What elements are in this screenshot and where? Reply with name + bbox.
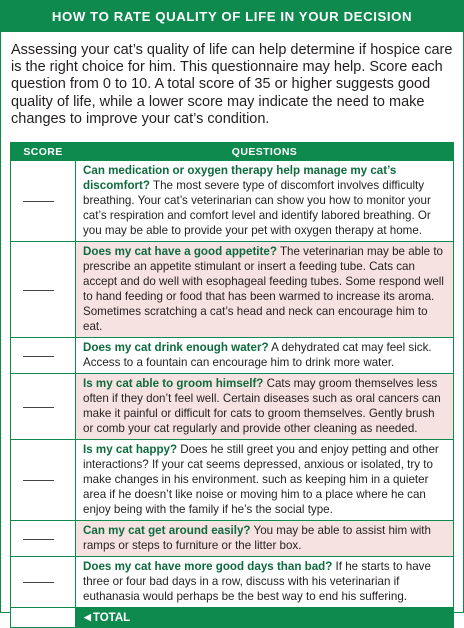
page-title: HOW TO RATE QUALITY OF LIFE IN YOUR DECISION <box>1 1 463 32</box>
score-field[interactable] <box>11 161 76 242</box>
score-blank-line <box>23 407 54 408</box>
arrow-left-icon: ◀ <box>84 611 91 622</box>
questionnaire-table <box>10 142 454 628</box>
question-title: Does my cat drink enough water? <box>83 341 269 354</box>
question-title: Does my cat have more good days than bad? <box>83 560 333 573</box>
total-label: TOTAL <box>92 611 131 624</box>
score-blank-line <box>23 356 54 357</box>
total-row <box>11 608 454 628</box>
question-detail: Cats may groom themselves less often if they don’t feel well. Certain diseases such as oral cancers can make it painful or difficult for cats to groom themselves. Gently brush or comb your cat regularly and provide other cleaning as needed. <box>83 377 441 435</box>
table-row <box>11 374 454 440</box>
score-field[interactable] <box>11 521 76 557</box>
question-cell <box>76 374 454 440</box>
score-field[interactable] <box>11 440 76 521</box>
question-detail: Does he still greet you and enjoy petting and other interactions? If your cat seems depressed, anxious or isolated, try to make changes in his environment. such as keeping him in a quieter area if he doesn’t like noise or moving him to a place where he can enjoy being with the family if he’s the social type. <box>83 443 439 516</box>
table-row <box>11 557 454 608</box>
table-row <box>11 161 454 242</box>
score-blank-line <box>23 480 54 481</box>
table-header-row <box>11 143 454 161</box>
question-detail: A dehydrated cat may feel sick. Access to a fountain can encourage him to drink more water. <box>83 341 432 369</box>
total-cell <box>76 608 454 628</box>
question-title: Can medication or oxygen therapy help manage my cat’s discomfort? <box>83 164 397 192</box>
score-field[interactable] <box>11 242 76 338</box>
score-blank-line <box>23 290 54 291</box>
score-field[interactable] <box>11 338 76 374</box>
question-title: Is my cat able to groom himself? <box>83 377 264 390</box>
score-field[interactable] <box>11 557 76 608</box>
score-blank-line <box>23 201 54 202</box>
question-title: Can my cat get around easily? <box>83 524 251 537</box>
question-detail: If he starts to have three or four bad days in a row, discuss with his veterinarian if euthanasia would perhaps be the best way to end his suffering. <box>83 560 431 603</box>
question-cell <box>76 242 454 338</box>
question-detail: You may be able to assist him with ramps or steps to furniture or the litter box. <box>83 524 431 552</box>
score-blank-line <box>23 539 54 540</box>
table-row <box>11 521 454 557</box>
question-cell <box>76 338 454 374</box>
score-header: SCORE <box>11 143 76 161</box>
question-detail: The veterinarian may be able to prescribe an appetite stimulant or insert a feeding tube. Cats can accept and do well with esophageal feeding tubes. Some respond well to hand feeding or food that has been warmed to increase its aroma. Sometimes scratching a cat’s head and neck can encourage him to eat. <box>83 245 444 333</box>
question-title: Is my cat happy? <box>83 443 178 456</box>
table-row <box>11 440 454 521</box>
intro-paragraph: Assessing your cat’s quality of life can help determine if hospice care is the right choice for him. This questionnaire may help. Score each question from 0 to 10. A total score of 35 or higher suggests good quality of life, while a lower score may indicate the need to make changes to improve your cat’s condition. <box>11 42 453 127</box>
total-score-field[interactable] <box>11 608 76 628</box>
questions-header: QUESTIONS <box>76 143 454 161</box>
table-row <box>11 338 454 374</box>
score-field[interactable] <box>11 374 76 440</box>
question-cell <box>76 521 454 557</box>
table-row <box>11 242 454 338</box>
question-cell <box>76 440 454 521</box>
question-title: Does my cat have a good appetite? <box>83 245 277 258</box>
score-blank-line <box>23 582 54 583</box>
question-detail: The most severe type of discomfort involves difficulty breathing. Your cat’s veterinarian can show you how to monitor your cat’s respiration and comfort level and identify labored breathing. Or you may be able to provide your pet with oxygen therapy at home. <box>83 179 431 237</box>
question-cell <box>76 161 454 242</box>
question-cell <box>76 557 454 608</box>
